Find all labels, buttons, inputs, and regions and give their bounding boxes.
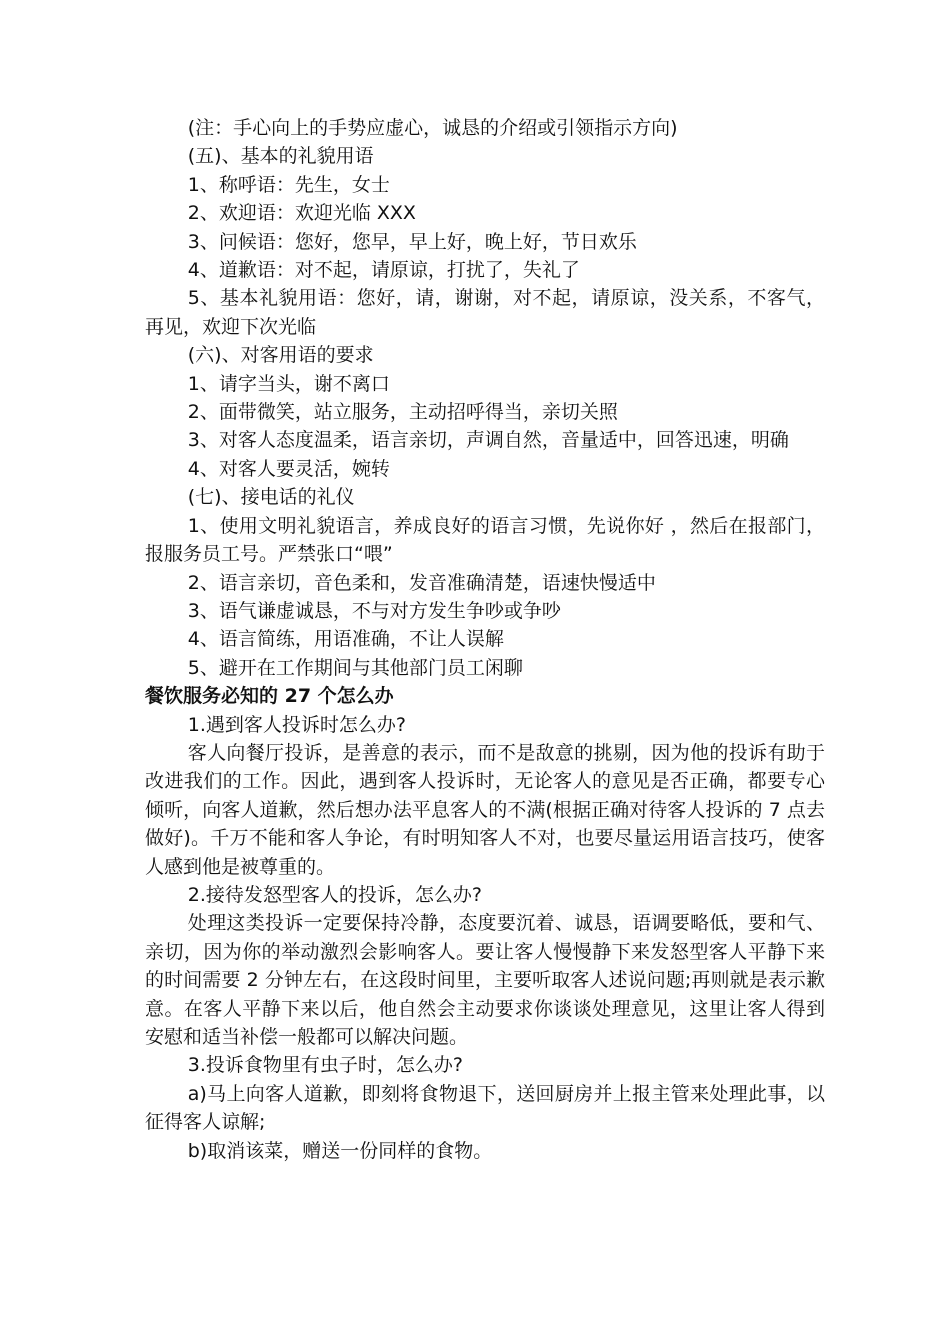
question-heading: 1.遇到客人投诉时怎么办? [187,713,406,736]
list-item: 3、语气谦虚诚恳，不与对方发生争吵或争吵 [187,599,561,622]
list-item: 4、语言简练，用语准确，不让人误解 [187,628,504,651]
question-heading: 3.投诉食物里有虫子时，怎么办? [187,1054,463,1077]
list-item: 2、欢迎语：欢迎光临 XXX [187,202,416,225]
document-page [145,114,825,1165]
list-item: 1、使用文明礼貌语言，养成良好的语言习惯，先说你好 ，然后在报部门，报服务员工号。严禁张口“喂” [145,514,825,566]
paragraph-note: (注：手心向上的手势应虚心，诚恳的介绍或引领指示方向) [187,117,678,139]
list-item: 3、对客人态度温柔，语言亲切，声调自然，音量适中，回答迅速，明确 [187,429,789,452]
list-item: 1、请字当头，谢不离口 [187,372,390,395]
section-heading-6: (六)、对客用语的要求 [187,344,374,367]
body-paragraph: b)取消该菜，赠送一份同样的食物。 [187,1139,493,1162]
main-heading: 餐饮服务必知的 27 个怎么办 [145,685,394,708]
list-item: 5、基本礼貌用语：您好，请，谢谢，对不起，请原谅，没关系，不客气，再见，欢迎下次光临 [145,287,825,338]
list-item: 4、道歉语：对不起，请原谅，打扰了，失礼了 [187,259,580,282]
section-heading-5: (五)、基本的礼貌用语 [187,145,374,168]
body-paragraph: 客人向餐厅投诉，是善意的表示，而不是敌意的挑剔，因为他的投诉有助于改进我们的工作。因此，遇到客人投诉时，无论客人的意见是否正确，都要专心倾听，向客人道歉，然后想办法平息客人的不满(根据正确对待客人投诉的 7 点去做好)。千万不能和客人争论，有时明知客人不对，也要尽量运用语言技巧，使客人感到他是被尊重的。 [145,741,825,878]
section-heading-7: (七)、接电话的礼仪 [187,486,355,509]
list-item: 1、称呼语：先生，女士 [187,173,390,196]
body-paragraph: 处理这类投诉一定要保持冷静，态度要沉着、诚恳，语调要略低，要和气、亲切，因为你的举动激烈会影响客人。要让客人慢慢静下来发怒型客人平静下来的时间需要 2 分钟左右，在这段时间里，主要听取客人述说问题;再则就是表示歉意。在客人平静下来以后，他自然会主动要求你谈谈处理意见，这里让客人得到安慰和适当补偿一般都可以解决问题。 [145,912,825,1048]
question-heading: 2.接待发怒型客人的投诉，怎么办? [187,883,482,906]
list-item: 4、对客人要灵活，婉转 [187,457,390,480]
list-item: 3、问候语：您好，您早，早上好，晚上好，节日欢乐 [187,230,637,253]
body-paragraph: a)马上向客人道歉，即刻将食物退下，送回厨房并上报主管来处理此事，以征得客人谅解; [145,1082,825,1134]
list-item: 5、避开在工作期间与其他部门员工闲聊 [187,656,523,679]
list-item: 2、面带微笑，站立服务，主动招呼得当，亲切关照 [187,401,618,424]
list-item: 2、语言亲切，音色柔和，发音准确清楚，语速快慢适中 [187,571,656,594]
